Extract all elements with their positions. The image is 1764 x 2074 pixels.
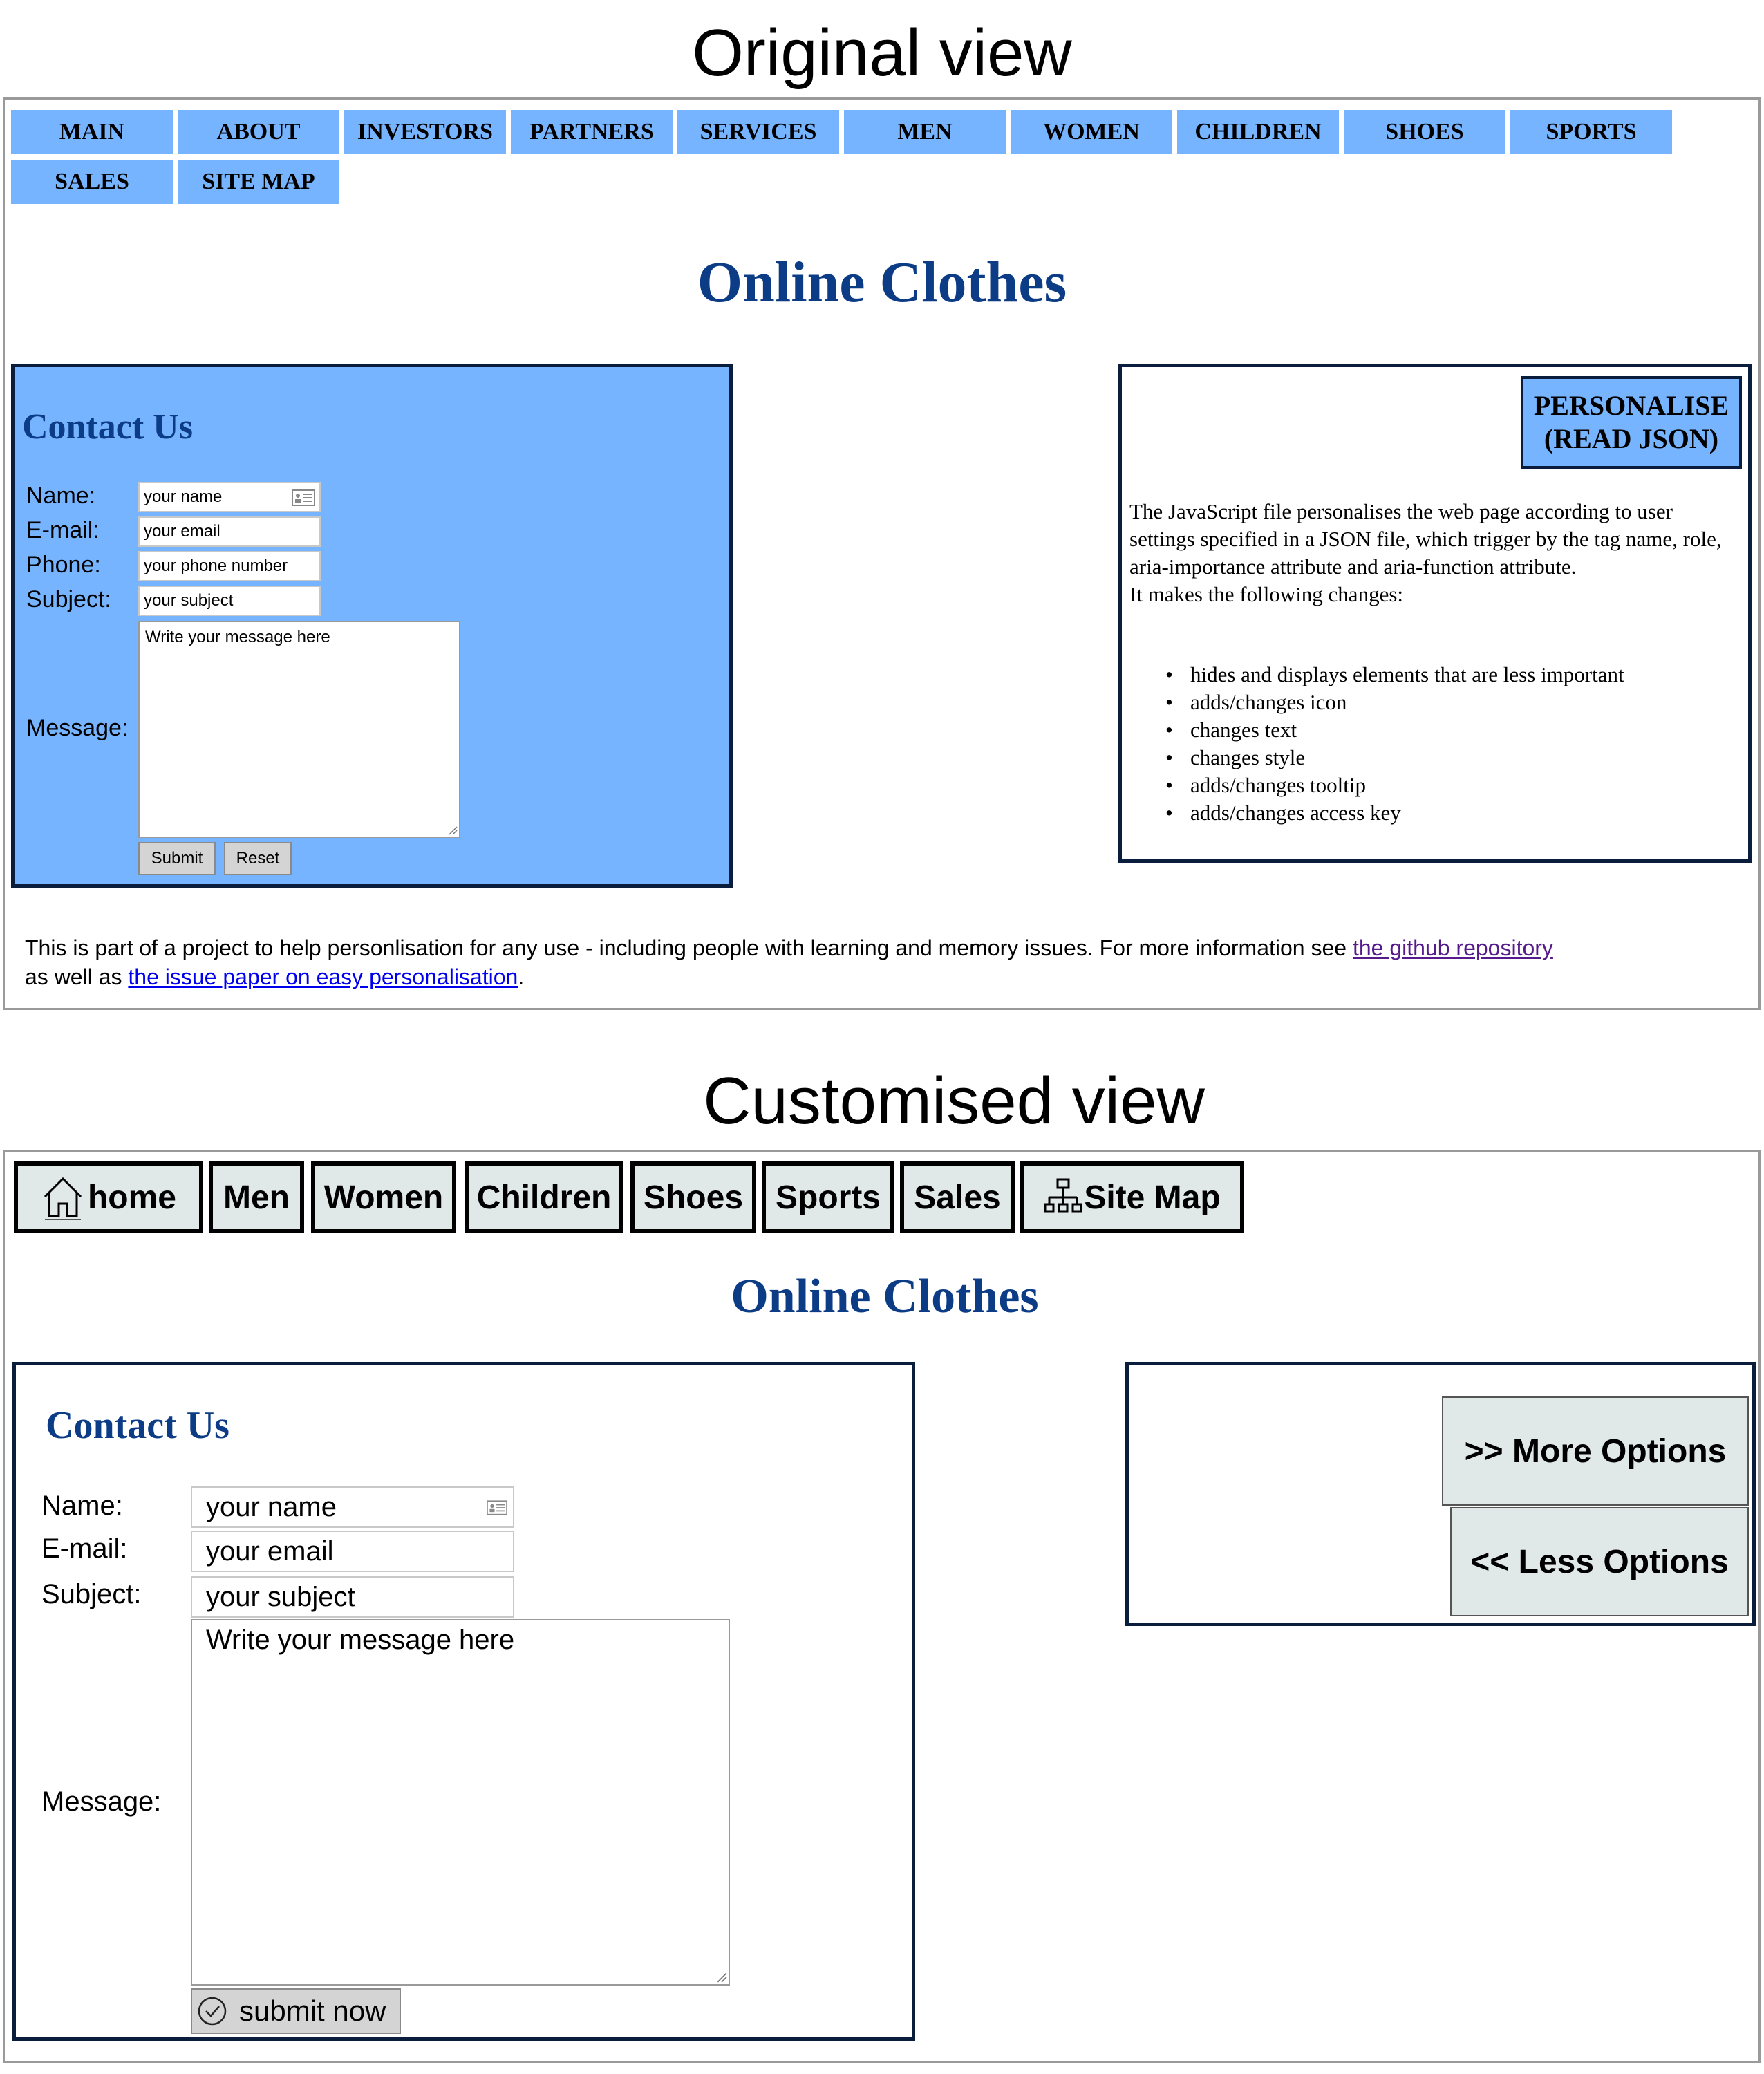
footer-text	[25, 933, 1760, 991]
changes-intro: It makes the following changes:	[1129, 582, 1404, 606]
name-input[interactable]	[138, 482, 321, 512]
nav-site-map[interactable]: SITE MAP	[178, 160, 339, 204]
nav-sales[interactable]: Sales	[900, 1161, 1015, 1233]
subject-label: Subject:	[41, 1579, 142, 1609]
email-input[interactable]: your email	[191, 1531, 514, 1572]
nav-home-label: home	[87, 1179, 176, 1216]
contact-heading: Contact Us	[46, 1404, 229, 1447]
list-item: • hides and displays elements that are less important	[1165, 661, 1624, 689]
original-view-heading: Original view	[692, 16, 1072, 90]
message-placeholder: Write your message here	[206, 1625, 515, 1655]
nav-men[interactable]: Men	[209, 1161, 304, 1233]
phone-label: Phone:	[26, 552, 101, 578]
nav-sales[interactable]: SALES	[11, 160, 173, 204]
sitemap-icon	[1044, 1177, 1082, 1218]
nav-children[interactable]: CHILDREN	[1177, 110, 1339, 154]
nav-shoes[interactable]: SHOES	[1344, 110, 1505, 154]
name-input[interactable]	[191, 1486, 514, 1528]
issue-paper-link[interactable]: the issue paper on easy personalisation	[128, 964, 518, 989]
message-placeholder: Write your message here	[145, 628, 330, 646]
changes-list	[1165, 661, 1624, 827]
site-title: Online Clothes	[697, 250, 1067, 315]
contact-card-icon	[487, 1500, 507, 1515]
contact-heading: Contact Us	[22, 407, 193, 447]
name-placeholder: your name	[206, 1491, 337, 1522]
nav-about[interactable]: ABOUT	[178, 110, 339, 154]
nav-women[interactable]: WOMEN	[1011, 110, 1172, 154]
nav-services[interactable]: SERVICES	[677, 110, 839, 154]
list-item: • changes text	[1165, 716, 1624, 744]
personalise-description	[1129, 498, 1738, 608]
name-label: Name:	[26, 483, 96, 509]
reset-button[interactable]: Reset	[224, 842, 292, 875]
nav-investors[interactable]: INVESTORS	[344, 110, 506, 154]
phone-input[interactable]: your phone number	[138, 551, 321, 581]
message-label: Message:	[41, 1786, 162, 1817]
list-item: • adds/changes access key	[1165, 799, 1624, 827]
less-options-button[interactable]: << Less Options	[1450, 1507, 1749, 1616]
description-text: The JavaScript file personalises the web page according to user settings specified in a JSON file, which trigger by the tag name, role, aria-importance attribute and aria-function attribute.	[1129, 499, 1722, 579]
submit-button[interactable]	[191, 1988, 401, 2034]
nav-main[interactable]: MAIN	[11, 110, 173, 154]
list-item: • adds/changes tooltip	[1165, 772, 1624, 799]
footer-text-1: This is part of a project to help personlisation for any use - including people with learning and memory issues. For more information see	[25, 935, 1353, 960]
site-title: Online Clothes	[731, 1270, 1039, 1323]
nav-men[interactable]: MEN	[844, 110, 1006, 154]
nav-site-map-label: Site Map	[1084, 1179, 1221, 1216]
more-options-button[interactable]: >> More Options	[1442, 1396, 1749, 1506]
resize-handle-icon	[448, 825, 458, 835]
footer-text-2: as well as	[25, 964, 129, 989]
email-input[interactable]: your email	[138, 516, 321, 547]
footer-text-3: .	[518, 964, 525, 989]
checkmark-circle-icon	[196, 1995, 228, 2027]
name-label: Name:	[41, 1491, 123, 1521]
subject-input[interactable]: your subject	[138, 586, 321, 616]
nav-children[interactable]: Children	[465, 1161, 623, 1233]
personalise-button-line1: PERSONALISE	[1533, 390, 1729, 421]
submit-button-label: submit now	[239, 1994, 386, 2027]
nav-sports[interactable]: Sports	[762, 1161, 894, 1233]
resize-handle-icon	[716, 1972, 727, 1983]
email-label: E-mail:	[26, 517, 100, 543]
list-item: • changes style	[1165, 744, 1624, 772]
nav-partners[interactable]: PARTNERS	[511, 110, 673, 154]
nav-site-map[interactable]	[1020, 1161, 1244, 1233]
nav-shoes[interactable]: Shoes	[630, 1161, 756, 1233]
subject-label: Subject:	[26, 586, 111, 613]
github-repository-link[interactable]: the github repository	[1352, 935, 1553, 960]
personalise-button-line2: (READ JSON)	[1544, 423, 1719, 454]
nav-sports[interactable]: SPORTS	[1510, 110, 1672, 154]
submit-button[interactable]: Submit	[138, 842, 216, 875]
home-icon	[41, 1173, 85, 1222]
message-textarea[interactable]	[138, 621, 460, 838]
email-label: E-mail:	[41, 1533, 128, 1564]
nav-home[interactable]	[14, 1161, 203, 1233]
customised-view-heading: Customised view	[703, 1064, 1205, 1138]
nav-women[interactable]: Women	[311, 1161, 456, 1233]
list-item: • adds/changes icon	[1165, 689, 1624, 716]
personalise-button[interactable]	[1521, 376, 1742, 469]
name-placeholder: your name	[144, 487, 223, 506]
message-label: Message:	[26, 715, 129, 741]
subject-input[interactable]: your subject	[191, 1576, 514, 1618]
contact-card-icon	[292, 489, 315, 506]
message-textarea[interactable]	[191, 1619, 730, 1986]
